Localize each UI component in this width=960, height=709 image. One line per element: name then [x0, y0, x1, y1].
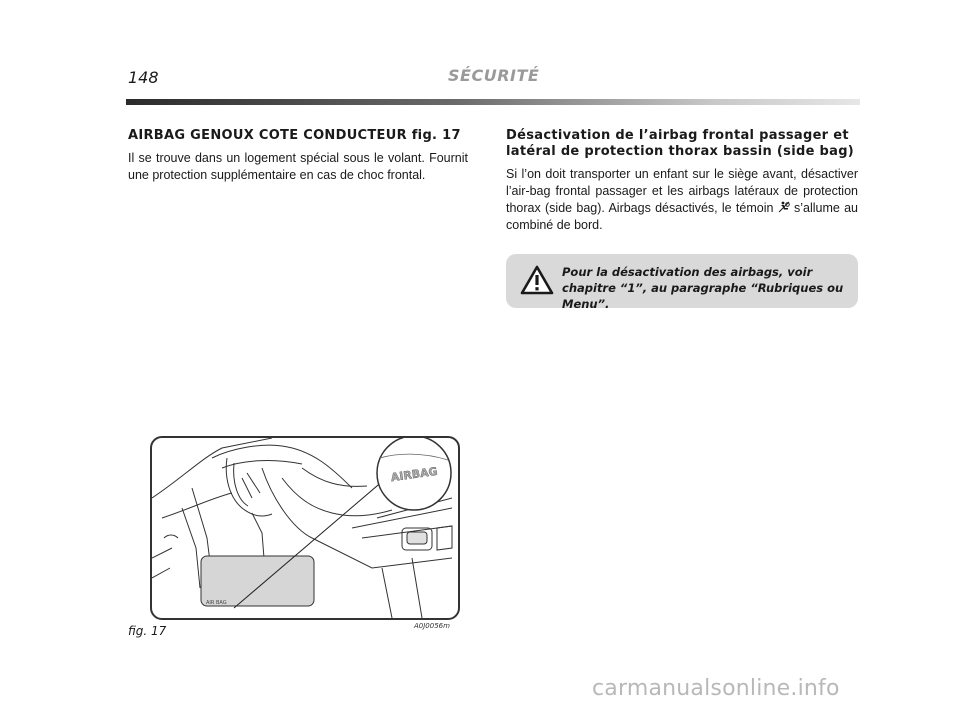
zoom-airbag-label: AIRBAG — [390, 464, 439, 485]
panel-airbag-label: AIR BAG — [206, 600, 227, 606]
knee-airbag-illustration — [152, 438, 458, 618]
figure-code: A0J0056m — [414, 622, 450, 630]
airbag-off-telltale-icon — [778, 201, 790, 213]
watermark: carmanualsonline.info — [592, 676, 840, 701]
figure-17 — [150, 436, 460, 620]
knee-airbag-text: Il se trouve dans un logement spécial sous le volant. Fournit une protection supplémentaire en cas de choc frontal. — [128, 151, 468, 182]
section-title: SÉCURITÉ — [448, 66, 540, 85]
warning-text: Pour la désactivation des airbags, voir chapitre “1”, au paragraphe “Rubriques ou Menu”. — [562, 265, 844, 311]
deactivation-text-part1: Si l’on doit transporter un enfant sur le siège avant, désactiver l’air-bag frontal passager et les airbags latéraux de protection thorax (side bag). Airbags désactivés, le témoin — [506, 167, 858, 215]
header-rule — [126, 99, 860, 105]
page-number: 148 — [128, 68, 159, 87]
knee-airbag-heading: AIRBAG GENOUX COTE CONDUCTEUR fig. 17 — [128, 128, 461, 143]
deactivation-heading: Désactivation de l’airbag frontal passager et latéral de protection thorax bassin (side bag) — [506, 128, 855, 159]
warning-triangle-icon — [520, 265, 554, 295]
left-column — [128, 128, 468, 184]
deactivation-text — [506, 166, 858, 234]
right-column — [506, 128, 858, 234]
warning-box — [506, 254, 858, 311]
figure-caption: fig. 17 — [128, 624, 167, 638]
deactivation-text-part2: s’allume au combiné de bord. — [506, 201, 858, 232]
